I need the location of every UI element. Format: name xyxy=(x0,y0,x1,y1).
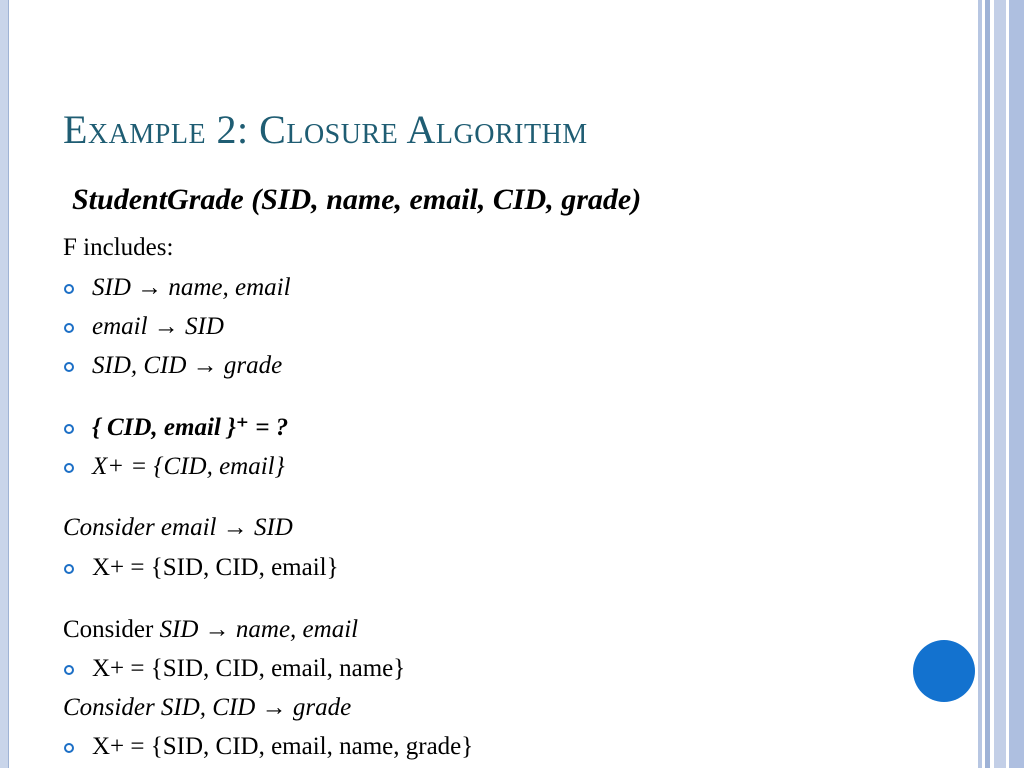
consider-step-1: Consider email → SID xyxy=(63,514,293,541)
consider-step-2 xyxy=(63,615,358,645)
closure-initial-prefix: X+ = xyxy=(92,453,154,480)
consider-step-2-prefix: Consider xyxy=(63,616,160,643)
closure-initial-value: {CID, email} xyxy=(153,453,285,480)
decorative-circle xyxy=(913,640,975,702)
result-step-1: X+ = {SID, CID, email} xyxy=(92,554,339,581)
right-frame-stripes xyxy=(976,0,1024,768)
slide-title: Example 2: Closure Algorithm xyxy=(63,107,588,152)
result-step-3: X+ = {SID, CID, email, name, grade} xyxy=(92,733,474,760)
fd-2: email → SID xyxy=(92,313,224,340)
closure-initial xyxy=(92,452,285,482)
left-frame-border xyxy=(0,0,9,768)
fd-3: SID, CID → grade xyxy=(92,352,283,379)
result-step-2: X+ = {SID, CID, email, name} xyxy=(92,655,406,682)
consider-step-3: Consider SID, CID → grade xyxy=(63,694,352,721)
fd-1: SID → name, email xyxy=(92,274,291,301)
closure-question: { CID, email }⁺ = ? xyxy=(92,414,289,441)
consider-step-2-fd: SID → name, email xyxy=(159,616,359,643)
f-includes-label: F includes: xyxy=(63,234,174,261)
relation-schema: StudentGrade (SID, name, email, CID, grade) xyxy=(72,183,642,216)
